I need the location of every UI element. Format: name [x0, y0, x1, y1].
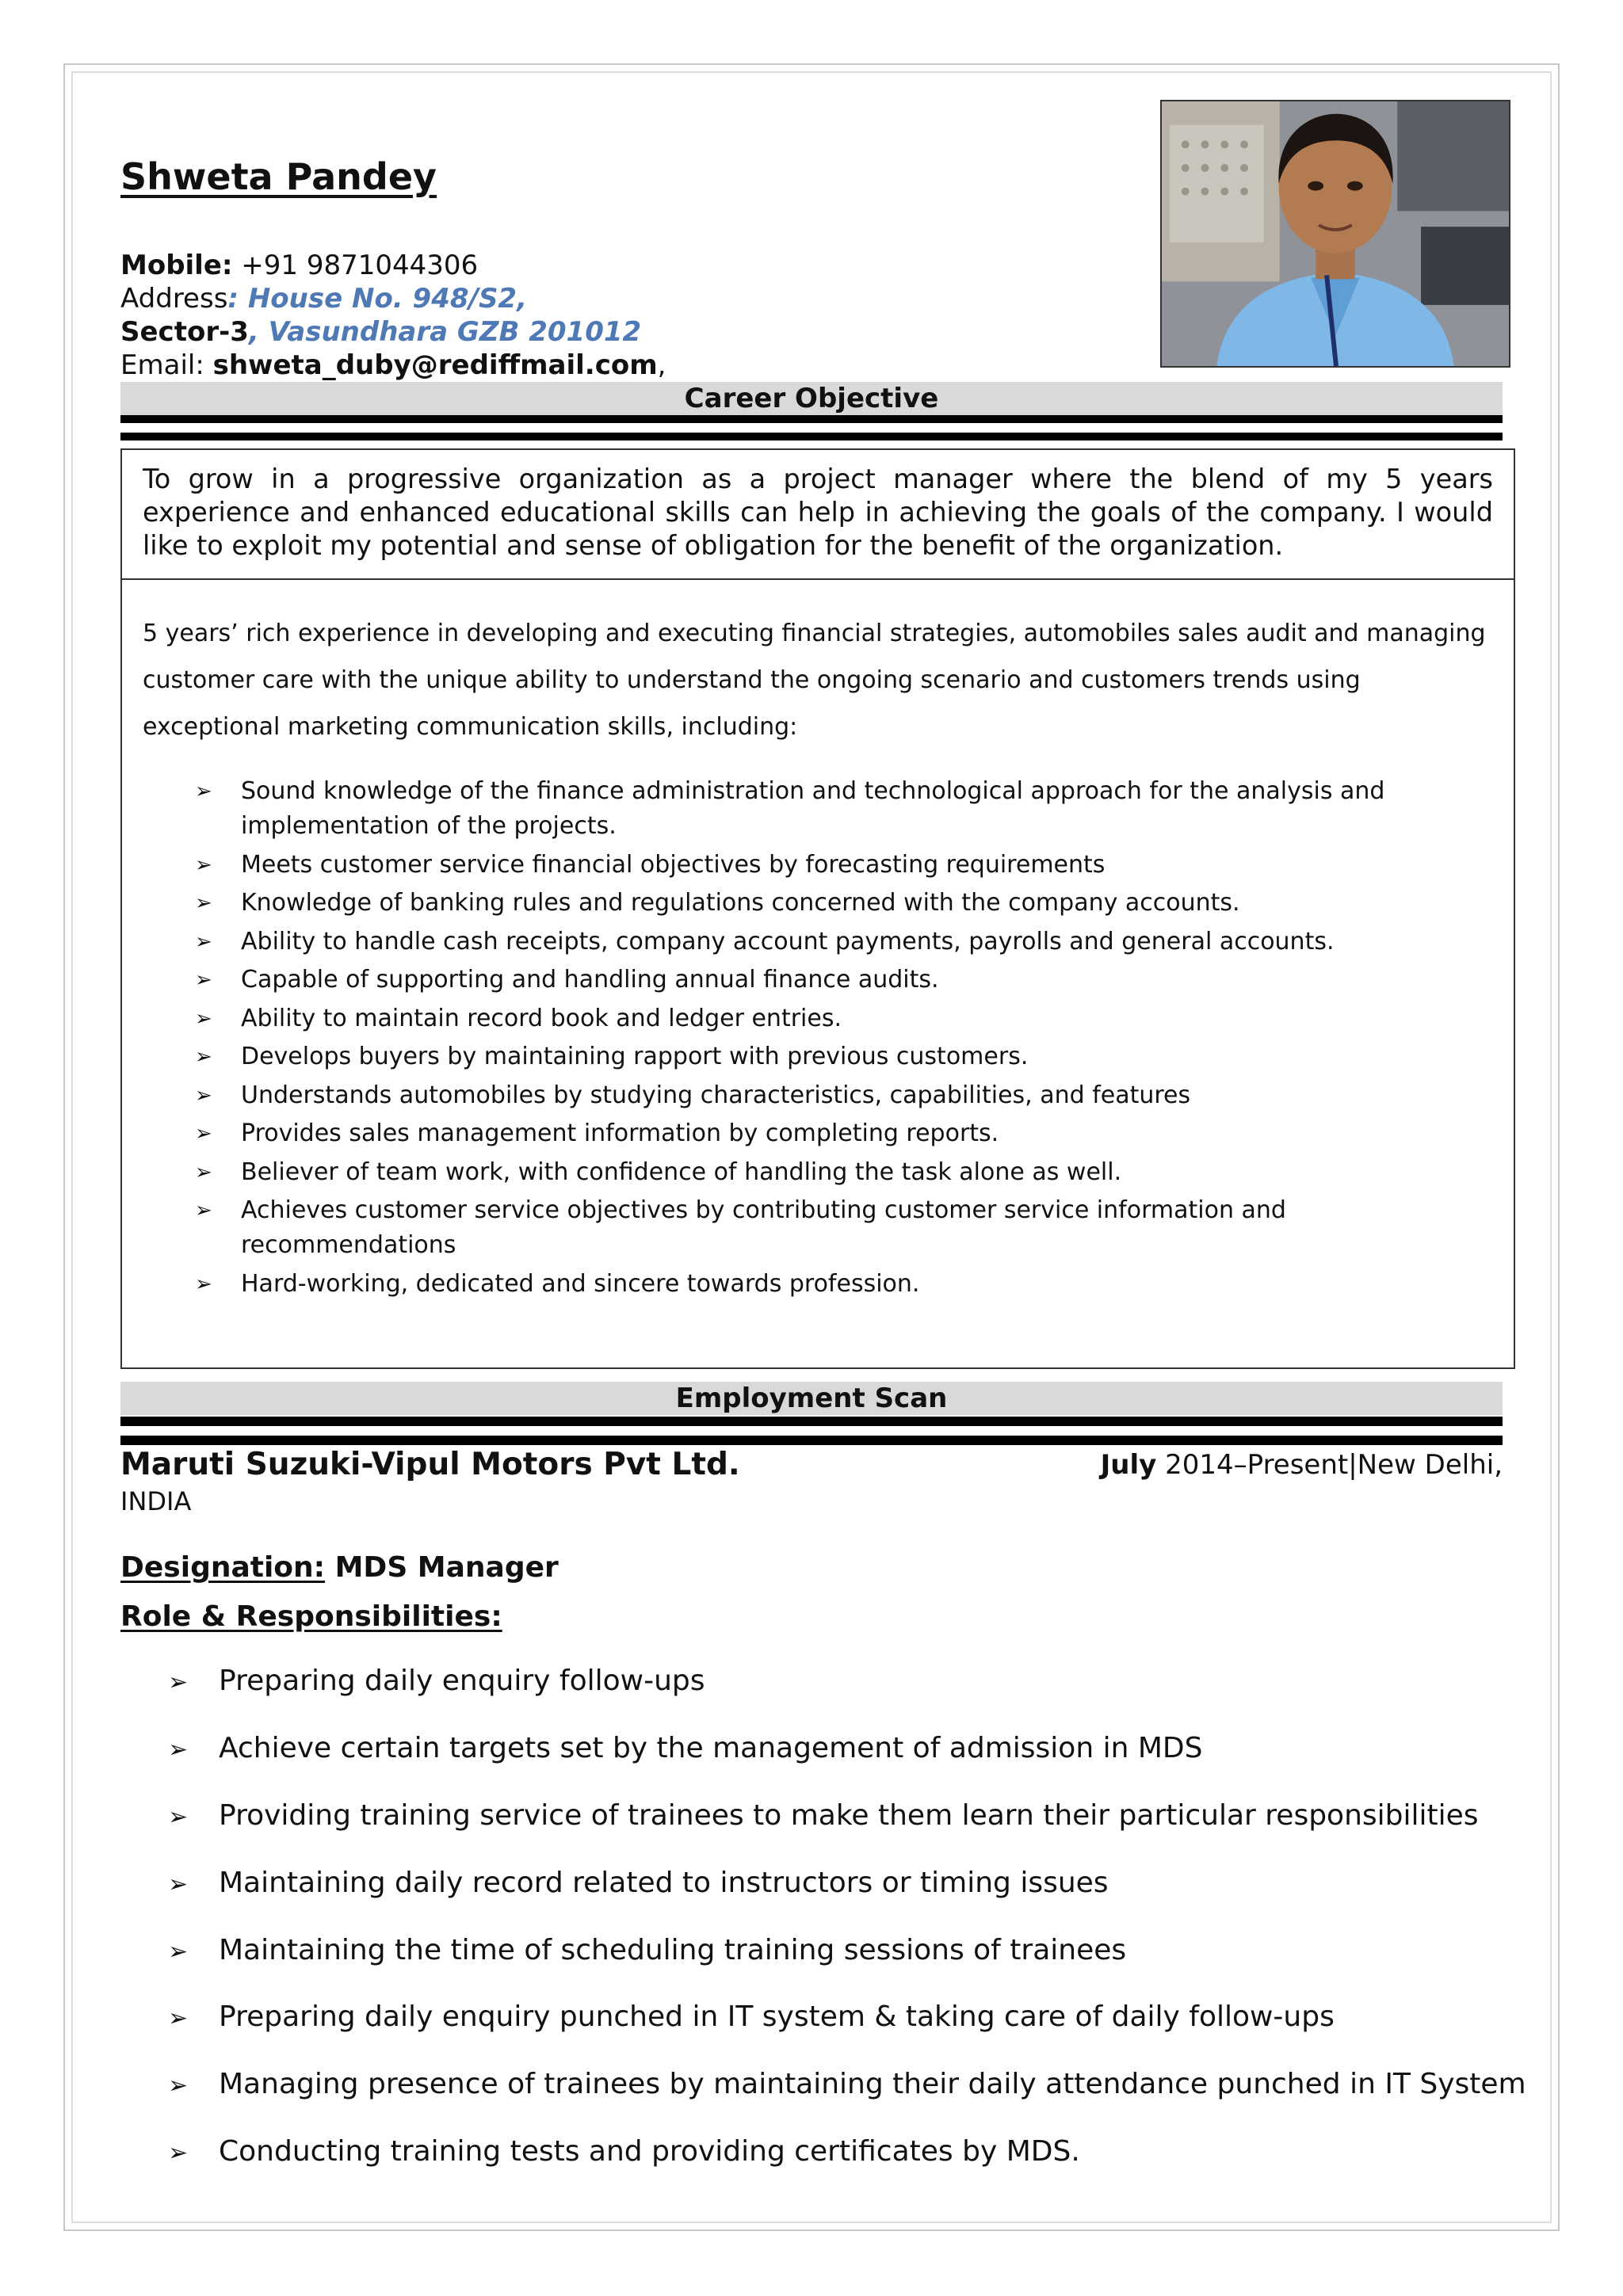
mobile-label: Mobile:: [120, 250, 233, 281]
arrowhead-bullet-icon: ➢: [195, 1083, 212, 1108]
roles-heading: Role & Responsibilities:: [120, 1600, 502, 1633]
designation-value: MDS Manager: [325, 1551, 559, 1584]
designation-line: [120, 1551, 559, 1584]
list-item: ➢ Ability to maintain record book and ledger entries.: [143, 1001, 1493, 1036]
career-objective-box: [120, 448, 1515, 580]
list-item: ➢ Achieve certain targets set by the management of admission in MDS: [120, 1730, 1526, 1768]
section-rule-thick: [120, 433, 1503, 441]
employment-start-month: July: [1100, 1449, 1157, 1481]
list-item: ➢ Preparing daily enquiry follow-ups: [120, 1662, 1526, 1700]
arrowhead-bullet-icon: ➢: [195, 1199, 212, 1222]
arrowhead-bullet-icon: ➢: [195, 1045, 212, 1069]
sector-label: Sector-3: [120, 316, 249, 348]
list-item: ➢ Knowledge of banking rules and regulations concerned with the company accounts.: [143, 886, 1493, 921]
list-item: ➢ Understands automobiles by studying characteristics, capabilities, and features: [143, 1078, 1493, 1113]
arrowhead-bullet-icon: ➢: [195, 1122, 212, 1146]
arrowhead-bullet-icon: ➢: [195, 968, 212, 992]
arrowhead-bullet-icon: ➢: [168, 1735, 189, 1764]
list-item: ➢ Managing presence of trainees by maintaining their daily attendance punched in IT System: [120, 2065, 1526, 2103]
section-rule-thick: [120, 1436, 1503, 1445]
candidate-name: Shweta Pandey: [120, 155, 437, 198]
address-label: Address: [120, 283, 228, 315]
profile-photo-illustration: [1162, 101, 1509, 366]
mobile-line: [120, 249, 478, 282]
employment-period-location: 2014–Present|New Delhi,: [1156, 1449, 1503, 1481]
employment-country: INDIA: [120, 1486, 192, 1516]
profile-photo: [1160, 100, 1510, 368]
arrowhead-bullet-icon: ➢: [195, 852, 212, 877]
list-item: ➢ Provides sales management information by completing reports.: [143, 1116, 1493, 1151]
list-item: ➢ Maintaining daily record related to instructors or timing issues: [120, 1864, 1526, 1902]
section-rule-thick: [120, 415, 1503, 423]
arrowhead-bullet-icon: ➢: [195, 1272, 212, 1296]
list-item: ➢ Ability to handle cash receipts, company account payments, payrolls and general accounts.: [143, 925, 1493, 959]
career-objective-text: To grow in a progressive organization as a project manager where the blend of my 5 years experience and enhanced educational skills can help in achieving the goals of the company. I would like to exploit my potential and sense of obligation for the benefit of the organization.: [143, 463, 1493, 561]
list-item: ➢ Believer of team work, with confidence of handling the task alone as well.: [143, 1155, 1493, 1190]
arrowhead-bullet-icon: ➢: [195, 1160, 212, 1184]
arrowhead-bullet-icon: ➢: [168, 1802, 189, 1831]
experience-summary-intro: 5 years’ rich experience in developing and executing financial strategies, automobiles sales audit and managing customer care with the unique ability to understand the ongoing scenario and customers trends using exceptional marketing communication skills, including:: [143, 620, 1486, 741]
arrowhead-bullet-icon: ➢: [168, 2072, 189, 2100]
address-value: : House No. 948/S2,: [227, 283, 528, 315]
arrowhead-bullet-icon: ➢: [168, 1937, 189, 1966]
arrowhead-bullet-icon: ➢: [168, 2004, 189, 2033]
section-rule-thick: [120, 1417, 1503, 1426]
arrowhead-bullet-icon: ➢: [195, 891, 212, 915]
sector-line: [120, 315, 641, 349]
arrowhead-bullet-icon: ➢: [168, 1870, 189, 1898]
arrowhead-bullet-icon: ➢: [195, 929, 212, 954]
list-item: ➢ Sound knowledge of the finance administration and technological approach for the analysis and implementation of the projects.: [143, 774, 1493, 844]
employer-name: Maruti Suzuki-Vipul Motors Pvt Ltd.: [120, 1447, 740, 1482]
list-item: ➢ Develops buyers by maintaining rapport with previous customers.: [143, 1039, 1493, 1074]
arrowhead-bullet-icon: ➢: [168, 2139, 189, 2168]
designation-label: Designation:: [120, 1551, 326, 1584]
career-objective-heading: Career Objective: [120, 382, 1503, 415]
arrowhead-bullet-icon: ➢: [195, 1006, 212, 1031]
skills-list: [143, 774, 1493, 1302]
address-line: [120, 282, 527, 315]
email-value: shweta_duby@rediffmail.com: [212, 349, 658, 381]
list-item: ➢ Hard-working, dedicated and sincere towards profession.: [143, 1267, 1493, 1302]
email-label: Email:: [120, 349, 213, 381]
list-item: ➢ Achieves customer service objectives by contributing customer service information and recommendations: [143, 1193, 1493, 1263]
email-line: [120, 349, 666, 382]
experience-summary-box: [120, 578, 1515, 1369]
responsibilities-list: [120, 1662, 1526, 2200]
sector-value: , Vasundhara GZB 201012: [248, 316, 642, 348]
employment-period: [1101, 1449, 1503, 1481]
email-suffix: ,: [657, 349, 666, 381]
list-item: ➢ Meets customer service financial objectives by forecasting requirements: [143, 848, 1493, 883]
list-item: ➢ Conducting training tests and providing certificates by MDS.: [120, 2133, 1526, 2171]
mobile-value: +91 9871044306: [232, 250, 479, 281]
list-item: ➢ Providing training service of trainees to make them learn their particular responsibilities: [120, 1797, 1526, 1835]
list-item: ➢ Preparing daily enquiry punched in IT system & taking care of daily follow-ups: [120, 1998, 1526, 2036]
arrowhead-bullet-icon: ➢: [195, 780, 212, 803]
arrowhead-bullet-icon: ➢: [168, 1669, 189, 1696]
list-item: ➢ Capable of supporting and handling annual finance audits.: [143, 963, 1493, 997]
list-item: ➢ Maintaining the time of scheduling training sessions of trainees: [120, 1932, 1526, 1970]
employment-scan-heading: Employment Scan: [120, 1382, 1503, 1415]
